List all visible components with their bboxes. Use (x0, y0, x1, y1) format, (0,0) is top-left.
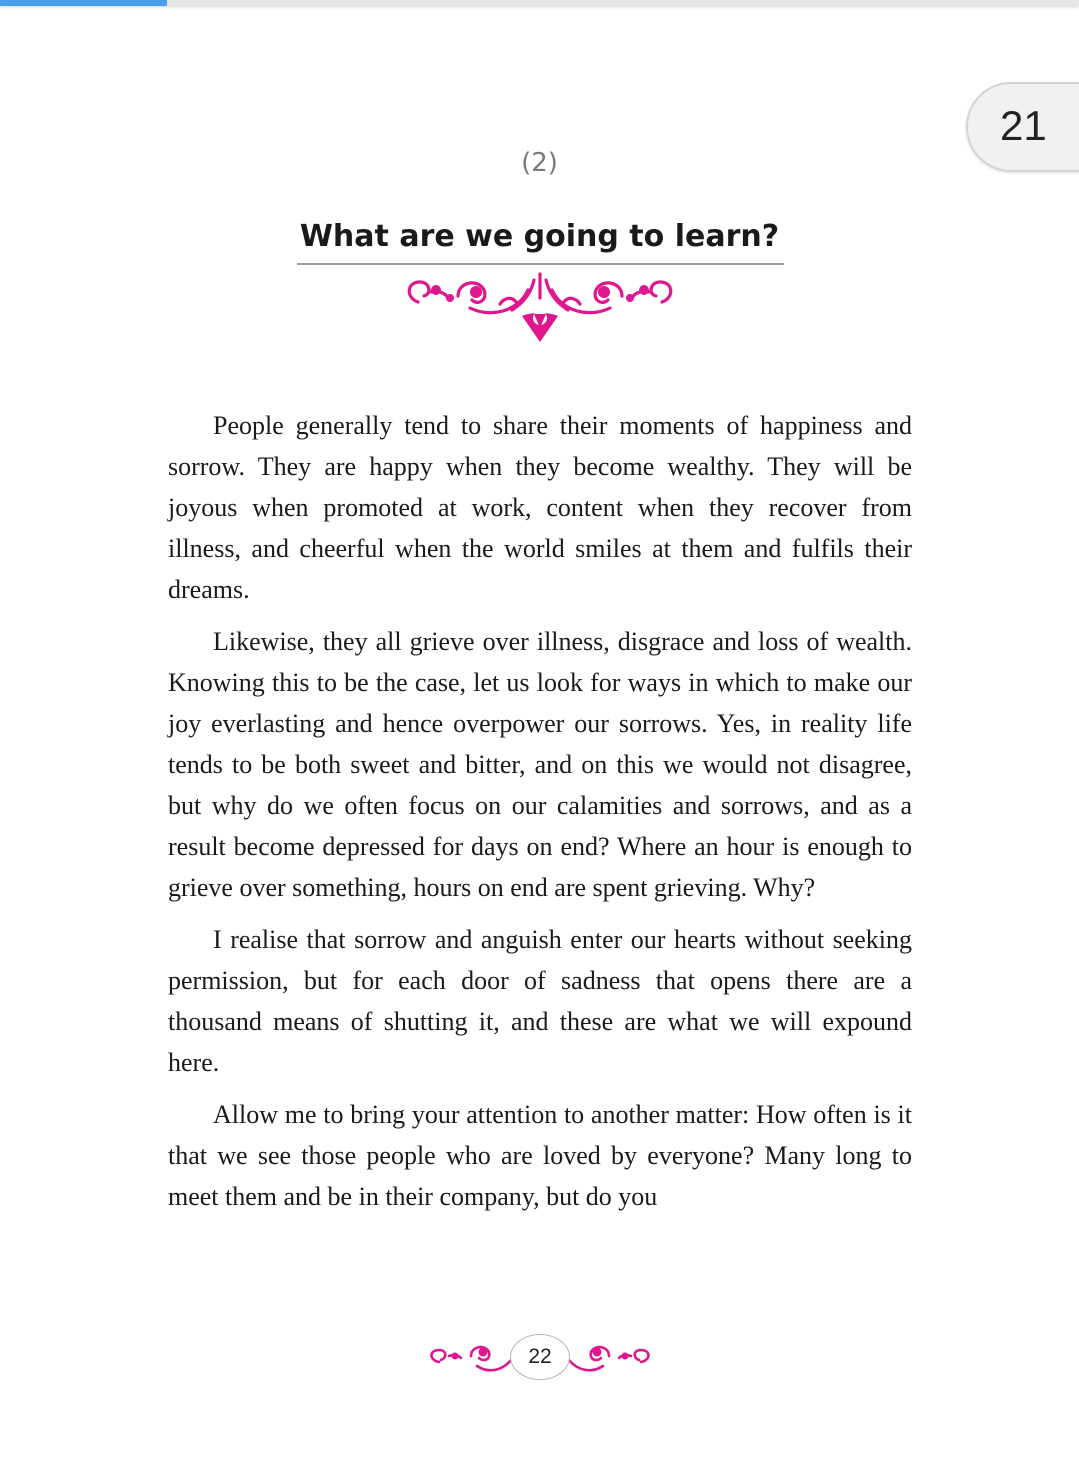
reading-progress-fill (0, 0, 167, 6)
paragraph-3: I realise that sorrow and anguish enter our hearts without seeking permission, but for each door of sadness that opens there are a thousand means of shutting it, and these are what we will expound here. (168, 925, 912, 1077)
page-footer (425, 1330, 655, 1386)
reading-progress-bar (0, 0, 1079, 6)
paragraph-1: People generally tend to share their moments of happiness and sorrow. They are happy when they become wealthy. They will be joyous when promoted at work, content when they recover from illness, and cheerful when the world smiles at them and fulfils their dreams. (168, 411, 912, 604)
paragraph-4: Allow me to bring your attention to another matter: How often is it that we see those people who are loved by everyone? Many long to meet them and be in their company, but do you (168, 1100, 912, 1211)
article-body (168, 405, 912, 1228)
page-number-tab-label: 21 (1000, 102, 1047, 149)
chapter-title: What are we going to learn? (299, 219, 780, 254)
floral-divider-icon (400, 268, 680, 346)
chapter-number: (2) (521, 148, 558, 178)
title-underline (297, 263, 784, 265)
paragraph-2: Likewise, they all grieve over illness, disgrace and loss of wealth. Knowing this to be the case, let us look for ways in which to make our joy everlasting and hence overpower our sorrows. Yes, in reality life tends to be both sweet and bitter, and on this we would not disagree, but why do we often focus on our calamities and sorrows, and as a result become depressed for days on end? Where an hour is enough to grieve over something, hours on end are spent grieving. Why? (168, 627, 912, 902)
footer-page-number: 22 (510, 1334, 570, 1380)
